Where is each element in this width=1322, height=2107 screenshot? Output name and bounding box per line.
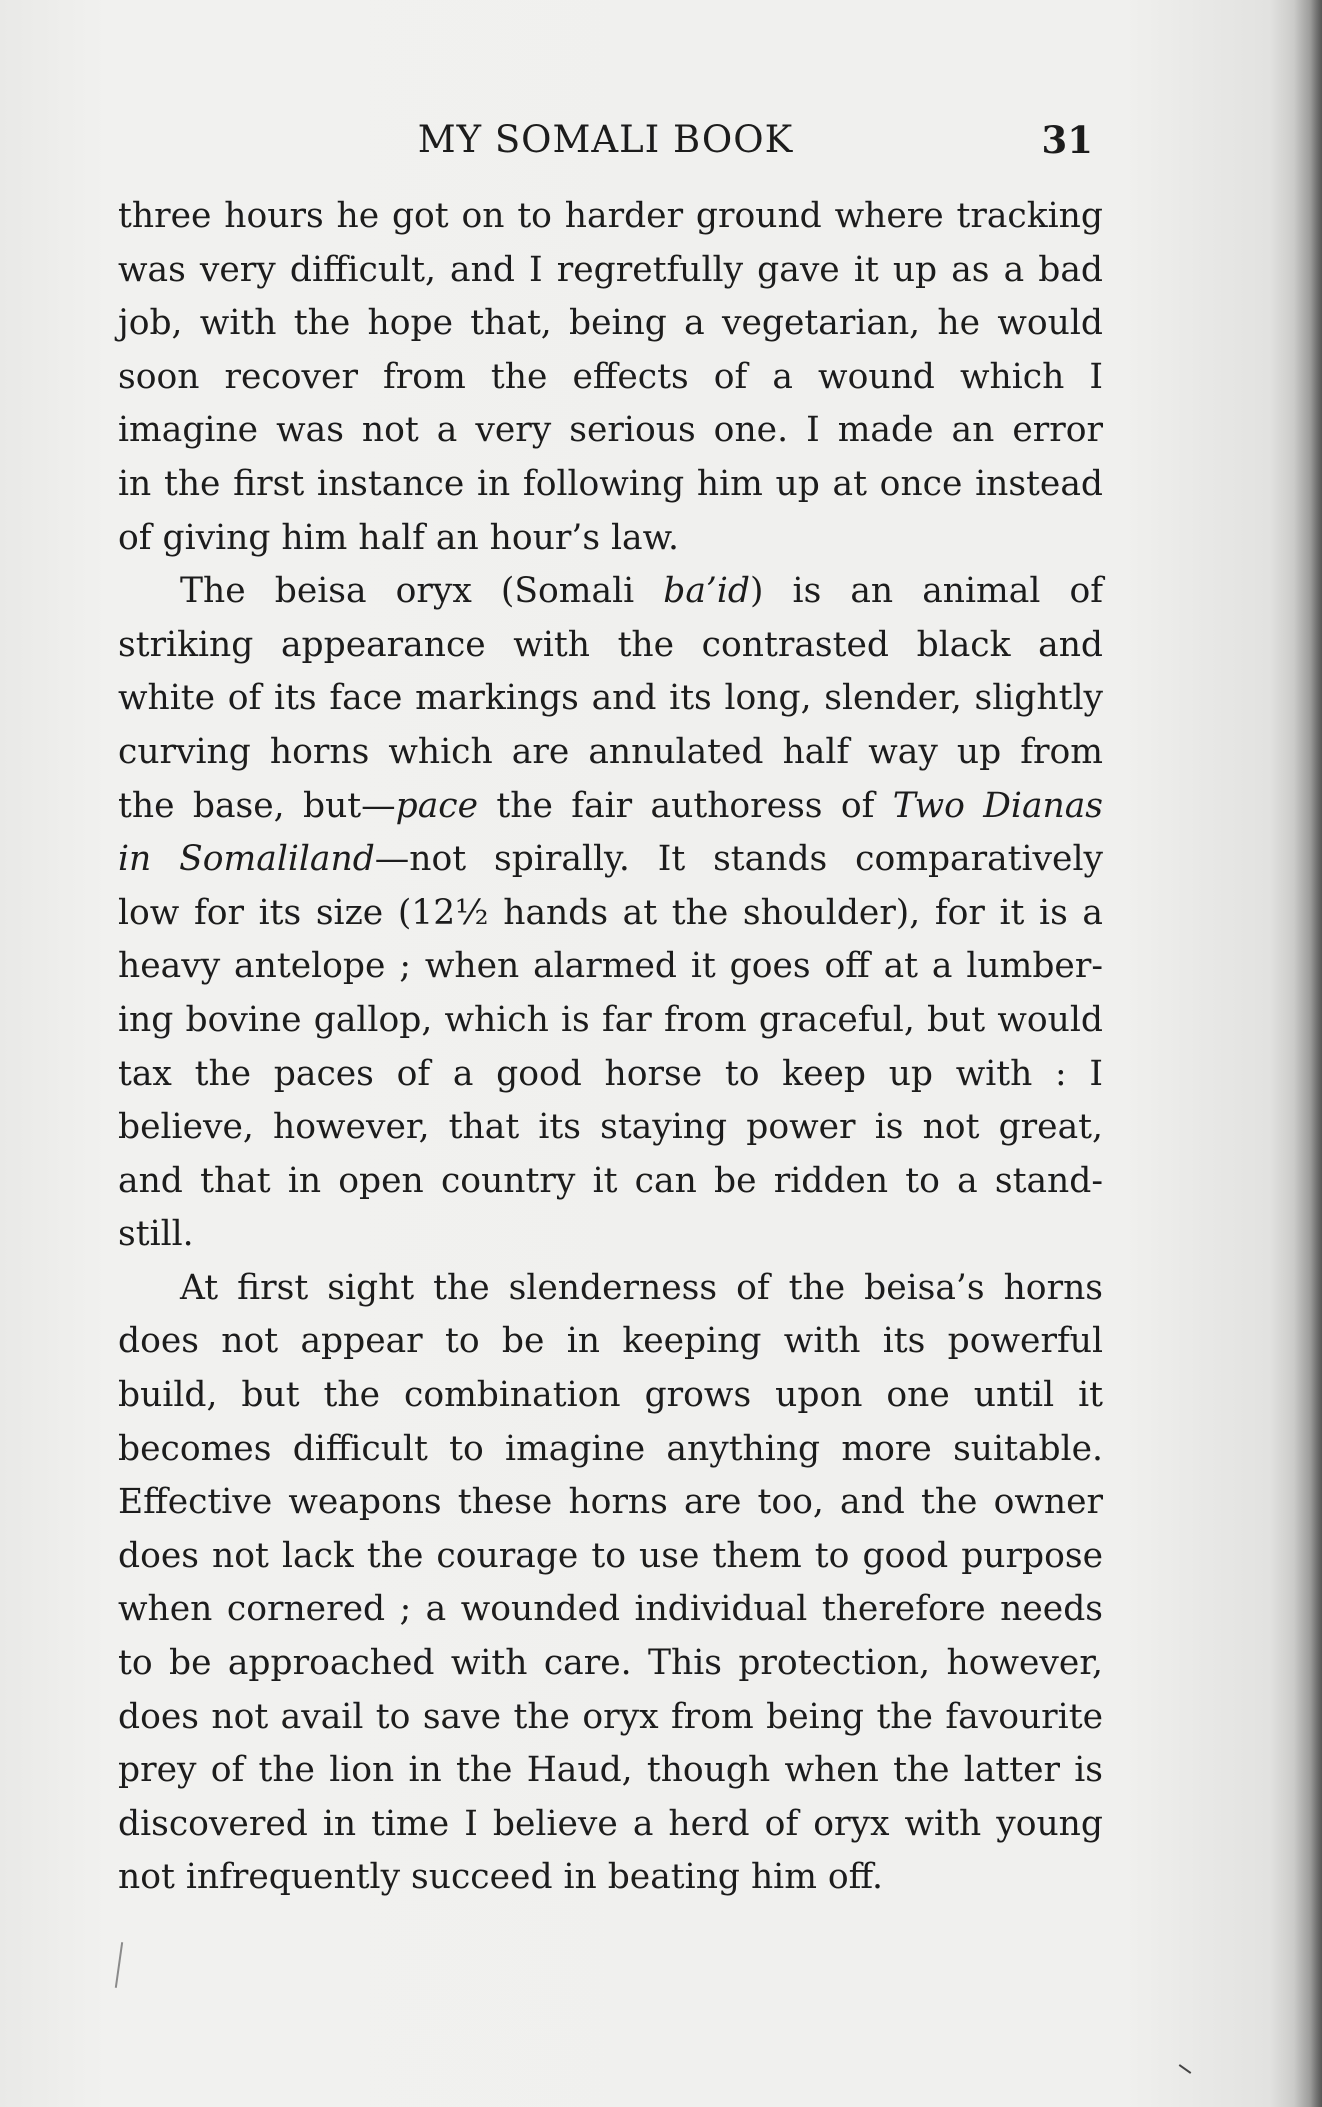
text-line: [118, 1583, 1103, 1637]
text-line: [118, 1262, 1103, 1316]
text-fragment: does not avail to save the oryx from being the favourite: [118, 1696, 1103, 1737]
text-fragment: three hours he got on to harder ground where tracking: [118, 196, 1103, 236]
running-title: MY SOMALI BOOK: [417, 118, 794, 161]
text-fragment: build, but the combination grows upon one until it: [118, 1375, 1103, 1416]
text-fragment: and that in open country it can be ridden to a stand-: [118, 1160, 1103, 1201]
corner-mark: [1179, 2064, 1192, 2074]
text-fragment: does not lack the courage to use them to good purpose: [118, 1535, 1103, 1576]
text-fragment: curving horns which are annulated half way up from: [118, 731, 1103, 772]
text-fragment: prey of the lion in the Haud, though when the latter is: [118, 1750, 1103, 1791]
text-line: [118, 458, 1103, 512]
text-line: [118, 619, 1103, 673]
page-spine-shadow: [1294, 0, 1322, 2107]
text-line: [118, 1369, 1103, 1423]
text-fragment: ) is an animal of: [749, 571, 1103, 612]
page-number: 31: [1041, 118, 1093, 162]
text-line: [118, 1637, 1103, 1691]
text-line: [118, 1691, 1103, 1745]
text-fragment: tax the paces of a good horse to keep up with : I: [118, 1053, 1103, 1094]
text-line: [118, 1476, 1103, 1530]
paragraph: [118, 565, 1103, 1262]
text-fragment: not infrequently succeed in beating him off.: [118, 1857, 883, 1898]
text-line: [118, 297, 1103, 351]
text-fragment: heavy antelope ; when alarmed it goes off at a lumber-: [118, 946, 1103, 987]
text-line: [118, 833, 1103, 887]
text-line: [118, 1530, 1103, 1584]
text-fragment: low for its size (12½ hands at the shoulder), for it is a: [118, 892, 1103, 933]
text-line: [118, 940, 1103, 994]
text-line: [118, 994, 1103, 1048]
text-line: [118, 1851, 1103, 1905]
text-fragment: striking appearance with the contrasted black and: [118, 624, 1103, 665]
text-fragment: discovered in time I believe a herd of oryx with young: [118, 1803, 1103, 1844]
text-fragment: imagine was not a very serious one. I made an error: [118, 410, 1103, 451]
text-line: [118, 190, 1103, 244]
italic-text: in Somaliland: [118, 839, 375, 880]
text-fragment: —not spirally. It stands comparatively: [374, 839, 1103, 880]
page-header: [118, 112, 1093, 168]
text-line: [118, 780, 1103, 834]
text-fragment: in the first instance in following him up at once instead: [118, 463, 1103, 504]
text-line: [118, 1155, 1103, 1209]
text-line: [118, 351, 1103, 405]
text-fragment: job, with the hope that, being a vegetarian, he would: [118, 303, 1103, 344]
paragraph: [118, 1262, 1103, 1905]
text-fragment: the fair authoress of: [478, 785, 893, 826]
text-fragment: believe, however, that its staying power is not great,: [118, 1107, 1103, 1148]
text-line: [118, 244, 1103, 298]
text-line: [118, 887, 1103, 941]
text-fragment: of giving him half an hour’s law.: [118, 517, 680, 558]
text-line: [118, 1315, 1103, 1369]
text-fragment: when cornered ; a wounded individual therefore needs: [118, 1589, 1103, 1630]
text-line: [118, 565, 1103, 619]
text-fragment: the base, but—: [118, 785, 396, 826]
text-fragment: was very difficult, and I regretfully gave it up as a bad: [118, 249, 1103, 290]
text-line: [118, 672, 1103, 726]
paragraph: [118, 190, 1103, 565]
body-text: [118, 190, 1103, 1905]
text-line: [118, 512, 1103, 566]
italic-text: Two Dianas: [892, 785, 1104, 826]
text-line: [118, 1423, 1103, 1477]
text-fragment: Effective weapons these horns are too, and the owner: [118, 1482, 1103, 1523]
margin-mark: [115, 1942, 123, 1988]
text-line: [118, 1101, 1103, 1155]
text-fragment: The beisa oryx (Somali: [180, 571, 664, 612]
italic-text: ba’id: [663, 571, 750, 612]
text-line: [118, 1744, 1103, 1798]
text-fragment: does not appear to be in keeping with its powerful: [118, 1321, 1103, 1362]
text-fragment: to be approached with care. This protection, however,: [118, 1643, 1103, 1684]
text-line: [118, 1208, 1103, 1262]
text-line: [118, 1798, 1103, 1852]
italic-text: pace: [395, 785, 479, 826]
text-fragment: white of its face markings and its long, slender, slightly: [118, 678, 1103, 719]
text-line: [118, 726, 1103, 780]
text-fragment: ing bovine gallop, which is far from graceful, but would: [118, 999, 1103, 1040]
text-line: [118, 1048, 1103, 1102]
text-fragment: becomes difficult to imagine anything more suitable.: [118, 1428, 1103, 1469]
text-fragment: soon recover from the effects of a wound which I: [118, 356, 1103, 397]
text-fragment: At first sight the slenderness of the beisa’s horns: [180, 1267, 1103, 1308]
text-line: [118, 404, 1103, 458]
text-fragment: still.: [118, 1214, 194, 1255]
